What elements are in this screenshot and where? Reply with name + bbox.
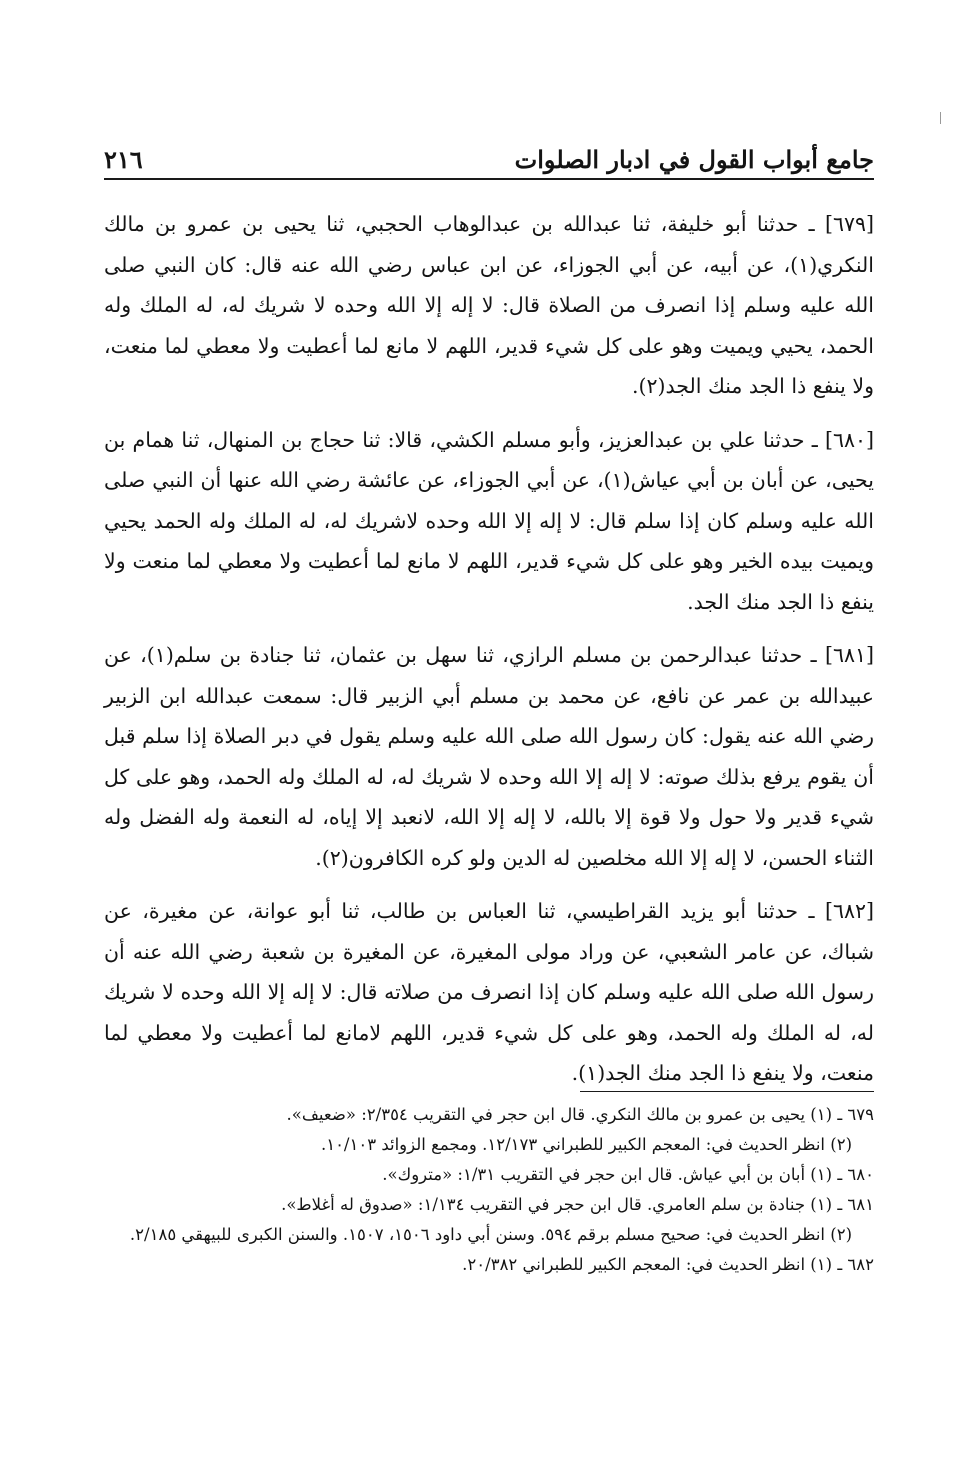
page-number: ٢١٦ bbox=[104, 145, 143, 174]
hadith-text: ـ حدثنا أبو خليفة، ثنا عبدالله بن عبدالوهاب الحجبي، ثنا يحيى بن عمرو بن مالك النكري(١)، عن أبيه، عن أبي الجوزاء، عن ابن عباس رضي الله عنه قال: كان النبي صلى الله عليه وسلم إذا انصرف من الصلاة قال: لا إله إلا الله وحده لا شريك له، له الملك وله الحمد، يحيي ويميت وهو على كل شيء قدير، اللهم لا مانع لما أعطيت ولا معطي لما منعت، ولا ينفع ذا الجد منك الجد(٢). bbox=[104, 212, 874, 398]
hadith-text: ـ حدثنا أبو يزيد القراطيسي، ثنا العباس بن طالب، ثنا أبو عوانة، عن مغيرة، عن شباك، عن عامر الشعبي، عن وراد مولى المغيرة، عن المغيرة بن شعبة رضي الله عنه أن رسول الله صلى الله عليه وسلم كان إذا انصرف من صلاته قال: لا إله إلا الله وحده لا شريك له، له الملك وله الحمد، وهو على كل شيء قدير، اللهم لامانع لما أعطيت ولا معطي لما منعت، ولا ينفع ذا الجد منك الجد(١). bbox=[104, 899, 874, 1085]
footnotes bbox=[104, 1100, 874, 1280]
footnote-text: (٢) انظر الحديث في: صحيح مسلم برقم ٥٩٤. وسنن أبي داود ١٥٠٦، ١٥٠٧. والسنن الكبرى للبيهقي ٢/١٨٥. bbox=[129, 1225, 852, 1244]
footnote-text: (٢) انظر الحديث في: المعجم الكبير للطبراني ١٢/١٧٣. ومجمع الزوائد ١٠/١٠٣. bbox=[320, 1135, 852, 1154]
footnote bbox=[104, 1250, 874, 1280]
page-header bbox=[104, 140, 874, 180]
footnote-group-682 bbox=[104, 1250, 874, 1280]
footnote-group-681 bbox=[104, 1190, 874, 1250]
footnote-ref: ٦٨١ ـ bbox=[837, 1195, 874, 1214]
hadith-682 bbox=[104, 891, 874, 1094]
footnote bbox=[104, 1130, 874, 1160]
footnote-text: (١) يحيى بن عمرو بن مالك النكري. قال ابن حجر في التقريب ٢/٣٥٤: «ضعيف». bbox=[286, 1105, 833, 1124]
hadith-number: [٦٨٢] bbox=[824, 899, 874, 923]
running-title: جامع أبواب القول في ادبار الصلوات bbox=[514, 145, 874, 174]
footnote-text: (١) أبان بن أبي عياش. قال ابن حجر في التقريب ١/٣١: «متروك». bbox=[382, 1165, 833, 1184]
footnote-ref: ٦٧٩ ـ bbox=[837, 1105, 874, 1124]
hadith-number: [٦٨١] bbox=[824, 643, 875, 667]
footnote bbox=[104, 1160, 874, 1190]
footnote-text: (١) انظر الحديث في: المعجم الكبير للطبراني ٢٠/٣٨٢. bbox=[462, 1255, 833, 1274]
footnote-ref: ٦٨٠ ـ bbox=[837, 1165, 874, 1184]
hadith-680 bbox=[104, 420, 874, 623]
footnote-ref: ٦٨٢ ـ bbox=[837, 1255, 874, 1274]
hadith-number: [٦٧٩] bbox=[824, 212, 874, 236]
hadith-681 bbox=[104, 635, 874, 878]
footnote bbox=[104, 1220, 874, 1250]
hadith-number: [٦٨٠] bbox=[824, 427, 874, 452]
footnote bbox=[104, 1100, 874, 1130]
footnote bbox=[104, 1190, 874, 1220]
footnote-group-679 bbox=[104, 1100, 874, 1160]
footnote-text: (١) جنادة بن سلم العامري. قال ابن حجر في التقريب ١/١٣٤: «صدوق له أغلاط». bbox=[281, 1195, 833, 1214]
hadith-679 bbox=[104, 204, 874, 407]
main-text bbox=[104, 204, 874, 1094]
footnote-group-680 bbox=[104, 1160, 874, 1190]
hadith-text: ـ حدثنا عبدالرحمن بن مسلم الرازي، ثنا سهل بن عثمان، ثنا جنادة بن سلم(١)، عن عبيدالله بن عمر عن نافع، عن محمد بن مسلم أبي الزبير قال: سمعت عبدالله ابن الزبير رضي الله عنه يقول: كان رسول الله صلى الله عليه وسلم يقول في دبر الصلاة إذا سلم قبل أن يقوم يرفع بذلك صوته: لا إله إلا الله وحده لا شريك له، له الملك وله الحمد، وهو على كل شيء قدير ولا حول ولا قوة إلا بالله، لا إله إلا الله، لانعبد إلا إياه، له النعمة وله الفضل وله الثناء الحسن، لا إله إلا الله مخلصين له الدين ولو كره الكافرون(٢). bbox=[104, 643, 874, 870]
footnote-separator bbox=[580, 1091, 874, 1092]
margin-mark bbox=[940, 112, 941, 124]
hadith-text: ـ حدثنا علي بن عبدالعزيز، وأبو مسلم الكشي، قالا: ثنا حجاج بن المنهال، ثنا همام بن يحيى، عن أبان بن أبي عياش(١)، عن أبي الجوزاء، عن عائشة رضي الله عنها أن النبي صلى الله عليه وسلم كان إذا سلم قال: لا إله إلا الله وحده لاشريك له، له الملك وله الحمد يحيي ويميت بيده الخير وهو على كل شيء قدير، اللهم لا مانع لما أعطيت ولا معطي لما منعت ولا ينفع ذا الجد منك الجد. bbox=[104, 427, 874, 614]
